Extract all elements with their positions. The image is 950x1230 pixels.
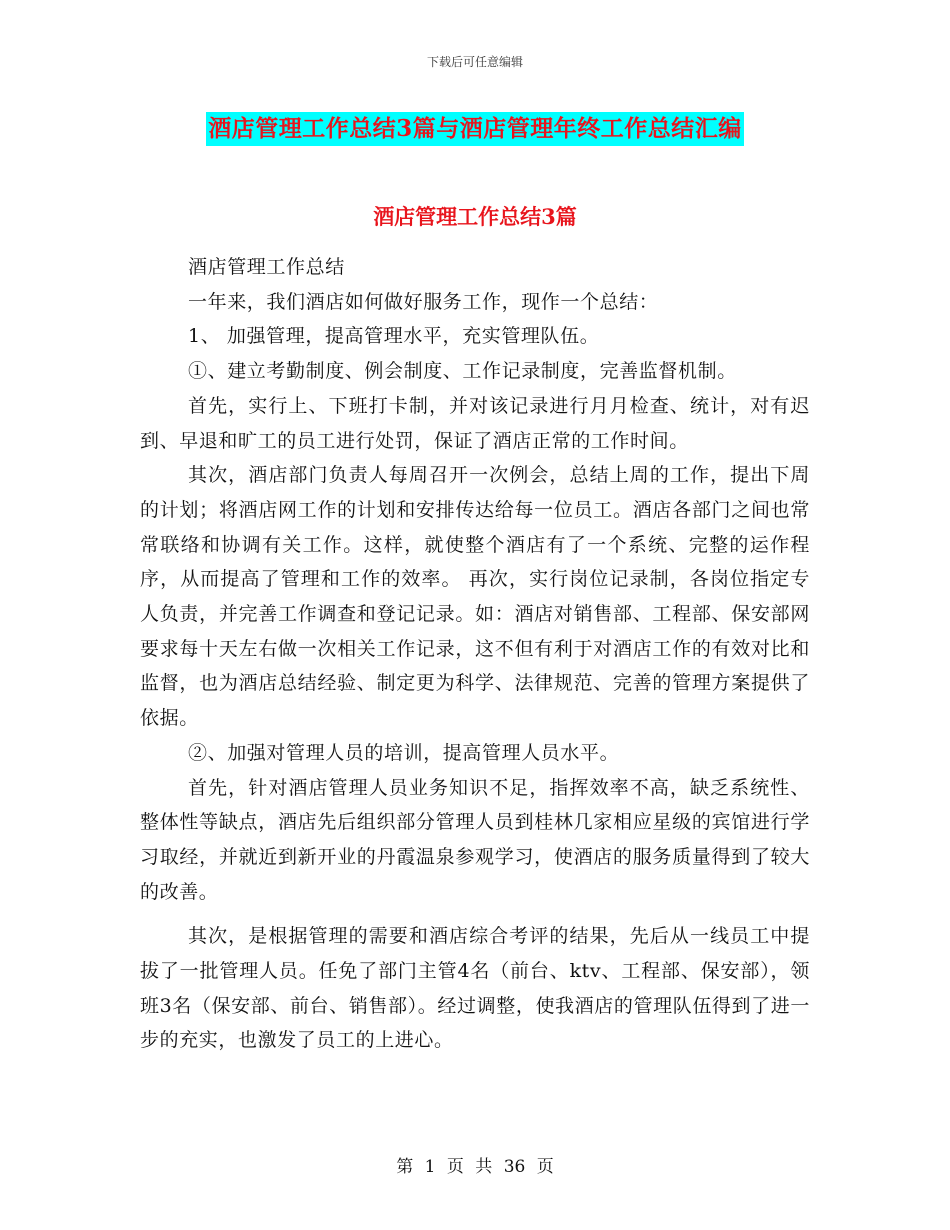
paragraph-subpoint-2: ②、加强对管理人员的培训，提高管理人员水平。	[188, 741, 620, 764]
section-title: 酒店管理工作总结3篇	[373, 204, 577, 229]
paragraph-subpoint-1: ①、建立考勤制度、例会制度、工作记录制度，完善监督机制。	[188, 360, 737, 383]
main-title-container	[0, 112, 950, 146]
document-body	[140, 250, 810, 1058]
document-main-title: 酒店管理工作总结3篇与酒店管理年终工作总结汇编	[206, 112, 744, 146]
paragraph-body: 首先，实行上、下班打卡制，并对该记录进行月月检查、统计，对有迟到、早退和旷工的员工进行处罚，保证了酒店正常的工作时间。	[140, 394, 810, 452]
paragraph-body: 其次，是根据管理的需要和酒店综合考评的结果，先后从一线员工中提拔了一批管理人员。任免了部门主管4名（前台、ktv、工程部、保安部），领班3名（保安部、前台、销售部）。经过调整，使我酒店的管理队伍得到了进一步的充实，也激发了员工的上进心。	[140, 925, 810, 1052]
paragraph-intro: 一年来，我们酒店如何做好服务工作，现作一个总结：	[188, 290, 659, 313]
paragraph-point-1: 1、 加强管理，提高管理水平，充实管理队伍。	[188, 325, 600, 348]
paragraph-body: 其次，酒店部门负责人每周召开一次例会，总结上周的工作，提出下周的计划；将酒店网工作的计划和安排传达给每一位员工。酒店各部门之间也常常联络和协调有关工作。这样，就使整个酒店有了一个系统、完整的运作程序，从而提高了管理和工作的效率。 再次，实行岗位记录制，各岗位指定专人负责，并完善工作调查和登记记录。如：酒店对销售部、工程部、保安部网要求每十天左右做一次相关工作记录，这不但有利于对酒店工作的有效对比和监督，也为酒店总结经验、制定更为科学、法律规范、完善的管理方案提供了依据。	[140, 464, 810, 730]
paragraph-heading: 酒店管理工作总结	[188, 256, 345, 278]
page-number-footer: 第 1 页 共 36 页	[396, 1157, 554, 1177]
header-note: 下载后可任意编辑	[426, 55, 523, 69]
paragraph-body: 首先，针对酒店管理人员业务知识不足，指挥效率不高，缺乏系统性、整体性等缺点，酒店先后组织部分管理人员到桂林几家相应星级的宾馆进行学习取经，并就近到新开业的丹霞温泉参观学习，使酒店的服务质量得到了较大的改善。	[140, 776, 810, 903]
